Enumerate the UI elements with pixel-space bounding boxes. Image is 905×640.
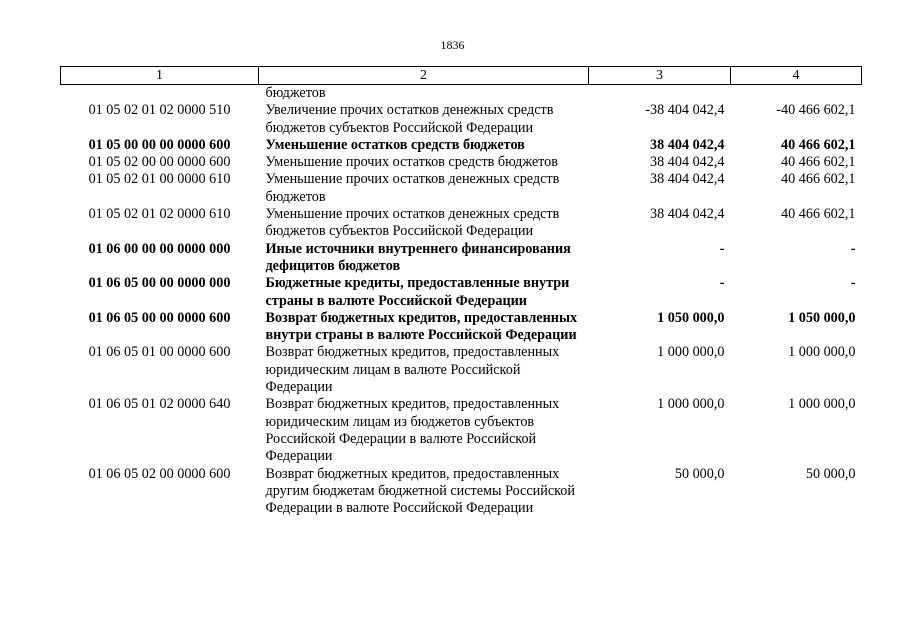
amount-col3: 38 404 042,4 [650,154,725,171]
table-row [61,85,862,103]
column-header-2: 2 [259,67,589,85]
budget-code: 01 06 00 00 00 0000 000 [88,240,231,257]
amount-col3 [589,85,731,103]
table-row [61,466,862,518]
budget-code: 01 05 00 00 00 0000 600 [88,136,231,153]
table-row [61,275,862,310]
row-description: бюджетов [265,85,326,101]
amount-col3: 38 404 042,4 [650,206,725,223]
amount-col4: 1 000 000,0 [788,344,856,361]
budget-code: 01 06 05 00 00 0000 600 [88,309,231,326]
amount-col4: 40 466 602,1 [781,154,856,171]
table-row [61,137,862,154]
amount-col3: - [719,275,725,292]
row-description: Возврат бюджетных кредитов, предоставленных другим бюджетам бюджетной системы Российской Федерации в валюте Российской Федерации [265,465,575,517]
budget-code: 01 05 02 00 00 0000 600 [88,154,231,171]
row-description: Возврат бюджетных кредитов, предоставленных юридическим лицам из бюджетов субъектов Российской Федерации в валюте Российской Федерации [265,396,560,465]
table-header-row [61,67,862,85]
amount-col3: 38 404 042,4 [650,136,725,153]
budget-code: 01 05 02 01 02 0000 510 [88,102,231,119]
amount-col4: -40 466 602,1 [776,102,856,119]
budget-code: 01 06 05 01 02 0000 640 [88,396,231,413]
column-header-3: 3 [589,67,731,85]
budget-code: 01 06 05 01 00 0000 600 [88,344,231,361]
budget-code: 01 06 05 00 00 0000 000 [88,275,231,292]
table-body [61,85,862,518]
amount-col4: - [850,275,856,292]
amount-col3: 50 000,0 [674,465,725,482]
row-description: Уменьшение прочих остатков средств бюджетов [265,154,558,171]
table-row [61,310,862,345]
budget-code: 01 05 02 01 00 0000 610 [88,171,231,188]
amount-col4: 1 050 000,0 [788,309,856,326]
amount-col4: 40 466 602,1 [781,136,856,153]
amount-col3: 1 000 000,0 [657,396,725,413]
amount-col4: 50 000,0 [805,465,856,482]
table-row [61,154,862,171]
row-description: Уменьшение прочих остатков денежных средств бюджетов субъектов Российской Федерации [265,206,560,240]
row-description: Уменьшение остатков средств бюджетов [265,136,525,153]
amount-col3: 1 000 000,0 [657,344,725,361]
table-row [61,171,862,206]
amount-col3: 38 404 042,4 [650,171,725,188]
row-description: Иные источники внутреннего финансирования дефицитов бюджетов [265,240,571,274]
budget-code [61,85,259,103]
amount-col4: 40 466 602,1 [781,171,856,188]
row-description: Возврат бюджетных кредитов, предоставленных внутри страны в валюте Российской Федерации [265,309,578,344]
budget-code: 01 06 05 02 00 0000 600 [88,465,231,482]
table-row [61,344,862,396]
row-description: Возврат бюджетных кредитов, предоставленных юридическим лицам в валюте Российской Федерации [265,344,560,396]
column-header-4: 4 [731,67,862,85]
budget-sources-table [60,66,862,517]
table-row [61,396,862,465]
table-row [61,241,862,276]
amount-col4 [731,85,862,103]
row-description: Уменьшение прочих остатков денежных средств бюджетов [265,171,560,205]
page-number: 1836 [440,38,465,52]
table-header [61,67,862,85]
table-row [61,102,862,137]
row-description: Бюджетные кредиты, предоставленные внутри страны в валюте Российской Федерации [265,275,570,309]
column-header-1: 1 [61,67,259,85]
amount-col4: 1 000 000,0 [788,396,856,413]
row-description: Увеличение прочих остатков денежных средств бюджетов субъектов Российской Федерации [265,102,554,136]
table-row [61,206,862,241]
amount-col3: - [719,240,725,257]
budget-code: 01 05 02 01 02 0000 610 [88,206,231,223]
amount-col3: -38 404 042,4 [645,102,725,119]
amount-col4: - [850,240,856,257]
amount-col3: 1 050 000,0 [657,309,725,326]
amount-col4: 40 466 602,1 [781,206,856,223]
